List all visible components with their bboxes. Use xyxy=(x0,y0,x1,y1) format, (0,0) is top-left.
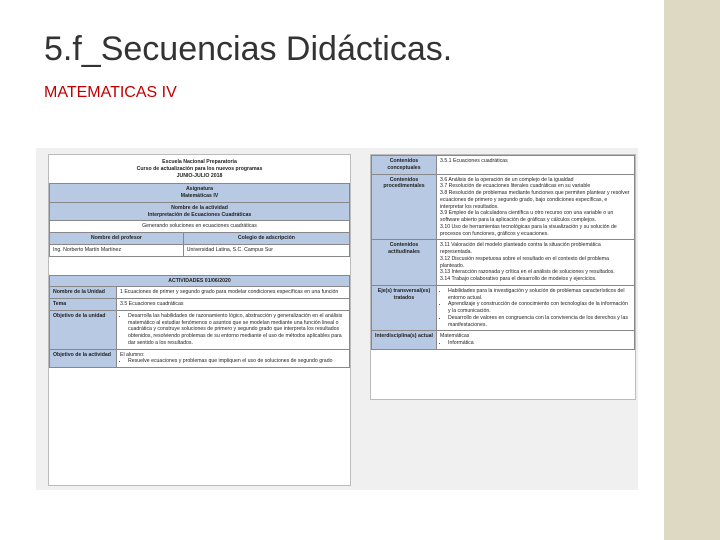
row-bullet: • Habilidades para la investigación y solución de problemas característicos del entorno actual. xyxy=(448,288,631,302)
activity-table-title: ACTIVIDADES 01/06/2020 xyxy=(50,275,350,287)
row-bullet: • Desarrollo de valores en congruencia con la convivencia de los derechos y las manifestaciones. xyxy=(448,315,631,329)
school-header xyxy=(49,155,350,183)
row-line: 3.14 Trabajo colaborativo para el desarrollo de modelos y ejercicios. xyxy=(440,276,597,282)
activity-objective-label: Objetivo de la actividad xyxy=(50,349,117,368)
decorative-sidebar xyxy=(664,0,720,540)
row-content xyxy=(437,240,635,286)
contents-table xyxy=(371,155,635,350)
slide-title: 5.f_Secuencias Didácticas. xyxy=(44,30,453,68)
activity-name-value: Interpretación de Ecuaciones Cuadráticas xyxy=(147,211,252,218)
row-label: Contenidos conceptuales xyxy=(372,156,437,175)
school-header-cell: Colegio de adscripción xyxy=(183,233,349,245)
objective-text: • Desarrolla las habilidades de razonamiento lógico, abstracción y generalización en el análisis matemático al estudiar fenómenos o asuntos que se modelan mediante una función lineal o cuadrática y construye soluciones de primero y segundo grado que interpreta los resultados obtenidos, resolviendo problemas de su entorno mediante el uso de métodos aplicables para dar sentido a los resultados. xyxy=(128,313,346,347)
left-document-page xyxy=(48,154,351,486)
header-line: Curso de actualización para los nuevos programas xyxy=(136,165,263,172)
row-bullet: • Aprendizaje y construcción de conocimiento con tecnologías de la información y la comunicación. xyxy=(448,301,631,315)
activity-objective-item: • Resuelve ecuaciones y problemas que impliquen el uso de soluciones de segundo grado xyxy=(128,358,346,365)
activity-objective-intro: El alumno: xyxy=(120,351,145,358)
row-line: 3.12 Discusión respetuosa sobre el resultado en el contexto del problema planteado. xyxy=(440,255,609,269)
slide-subtitle: MATEMATICAS IV xyxy=(44,84,177,101)
row-content xyxy=(437,285,635,331)
row-line: 3.6 Análisis de la operación de un complejo de la igualdad xyxy=(440,176,574,183)
subject-label: Asignatura xyxy=(185,186,214,193)
school-value: Universidad Latina, S.C. Campus Sur xyxy=(183,244,349,256)
row-label: Contenidos actitudinales xyxy=(372,240,437,286)
row-content xyxy=(437,331,635,350)
row-line: 3.7 Resolución de ecuaciones literales cuadráticas en su variable xyxy=(440,183,591,190)
row-line: 3.10 Uso de herramientas tecnológicas para la visualización y su solución de procesos con funciones, gráficos y ecuaciones. xyxy=(440,223,617,237)
topic-label: Tema xyxy=(50,299,117,311)
subject-value: Matemáticas IV xyxy=(180,193,219,199)
row-label: Contenidos procedimentales xyxy=(372,174,437,240)
unit-label: Nombre de la Unidad xyxy=(50,287,117,299)
row-content xyxy=(437,156,635,175)
info-table xyxy=(49,183,350,256)
row-line: Matemáticas xyxy=(440,333,470,340)
header-line: JUNIO-JULIO 2018 xyxy=(176,172,223,179)
header-line: Escuela Nacional Preparatoria xyxy=(162,159,237,165)
teacher-header: Nombre del profesor xyxy=(50,233,184,245)
subject-cell xyxy=(50,184,350,203)
activity-cell xyxy=(50,202,350,221)
row-line: 3.13 Interacción razonada y crítica en el análisis de soluciones y resultados. xyxy=(440,269,615,276)
unit-value: 1 Ecuaciones de primer y segundo grado para modelar condiciones específicas en una función xyxy=(117,287,350,299)
right-document-page xyxy=(370,154,636,400)
row-content xyxy=(437,174,635,240)
row-line: 3.9 Empleo de la calculadora científica u otro recurso con una variable o un software abierto para la aplicación de gráficas y cálculos complejos. xyxy=(440,210,614,223)
row-line: 3.11 Valoración del modelo planteado contra la situación problemática representada. xyxy=(440,242,601,255)
row-line: 3.8 Resolución de problemas mediante funciones que permiten plantear y resolver ecuaciones de primero y segundo grado, bajo condiciones específicas, e interpretar los resultados. xyxy=(440,190,630,210)
activity-name-label: Nombre de la actividad xyxy=(171,204,228,211)
activity-objective-value xyxy=(117,349,350,368)
row-bullet: • Informática xyxy=(448,340,631,347)
spacer xyxy=(49,257,350,275)
objective-value xyxy=(117,310,350,349)
teacher-value: Ing. Norberto Martín Martínez xyxy=(50,244,184,256)
activity-table xyxy=(49,275,350,369)
row-label: Interdisciplina(s) actual xyxy=(372,331,437,350)
row-line: 3.5.1 Ecuaciones cuadráticas xyxy=(440,158,508,164)
objective-label: Objetivo de la unidad xyxy=(50,310,117,349)
theme-cell: Generando soluciones en ecuaciones cuadráticas xyxy=(50,221,350,233)
row-label: Eje(s) transversal(es) tratados xyxy=(372,285,437,331)
document-image xyxy=(36,148,638,490)
topic-value: 3.5 Ecuaciones cuadráticas xyxy=(117,299,350,311)
